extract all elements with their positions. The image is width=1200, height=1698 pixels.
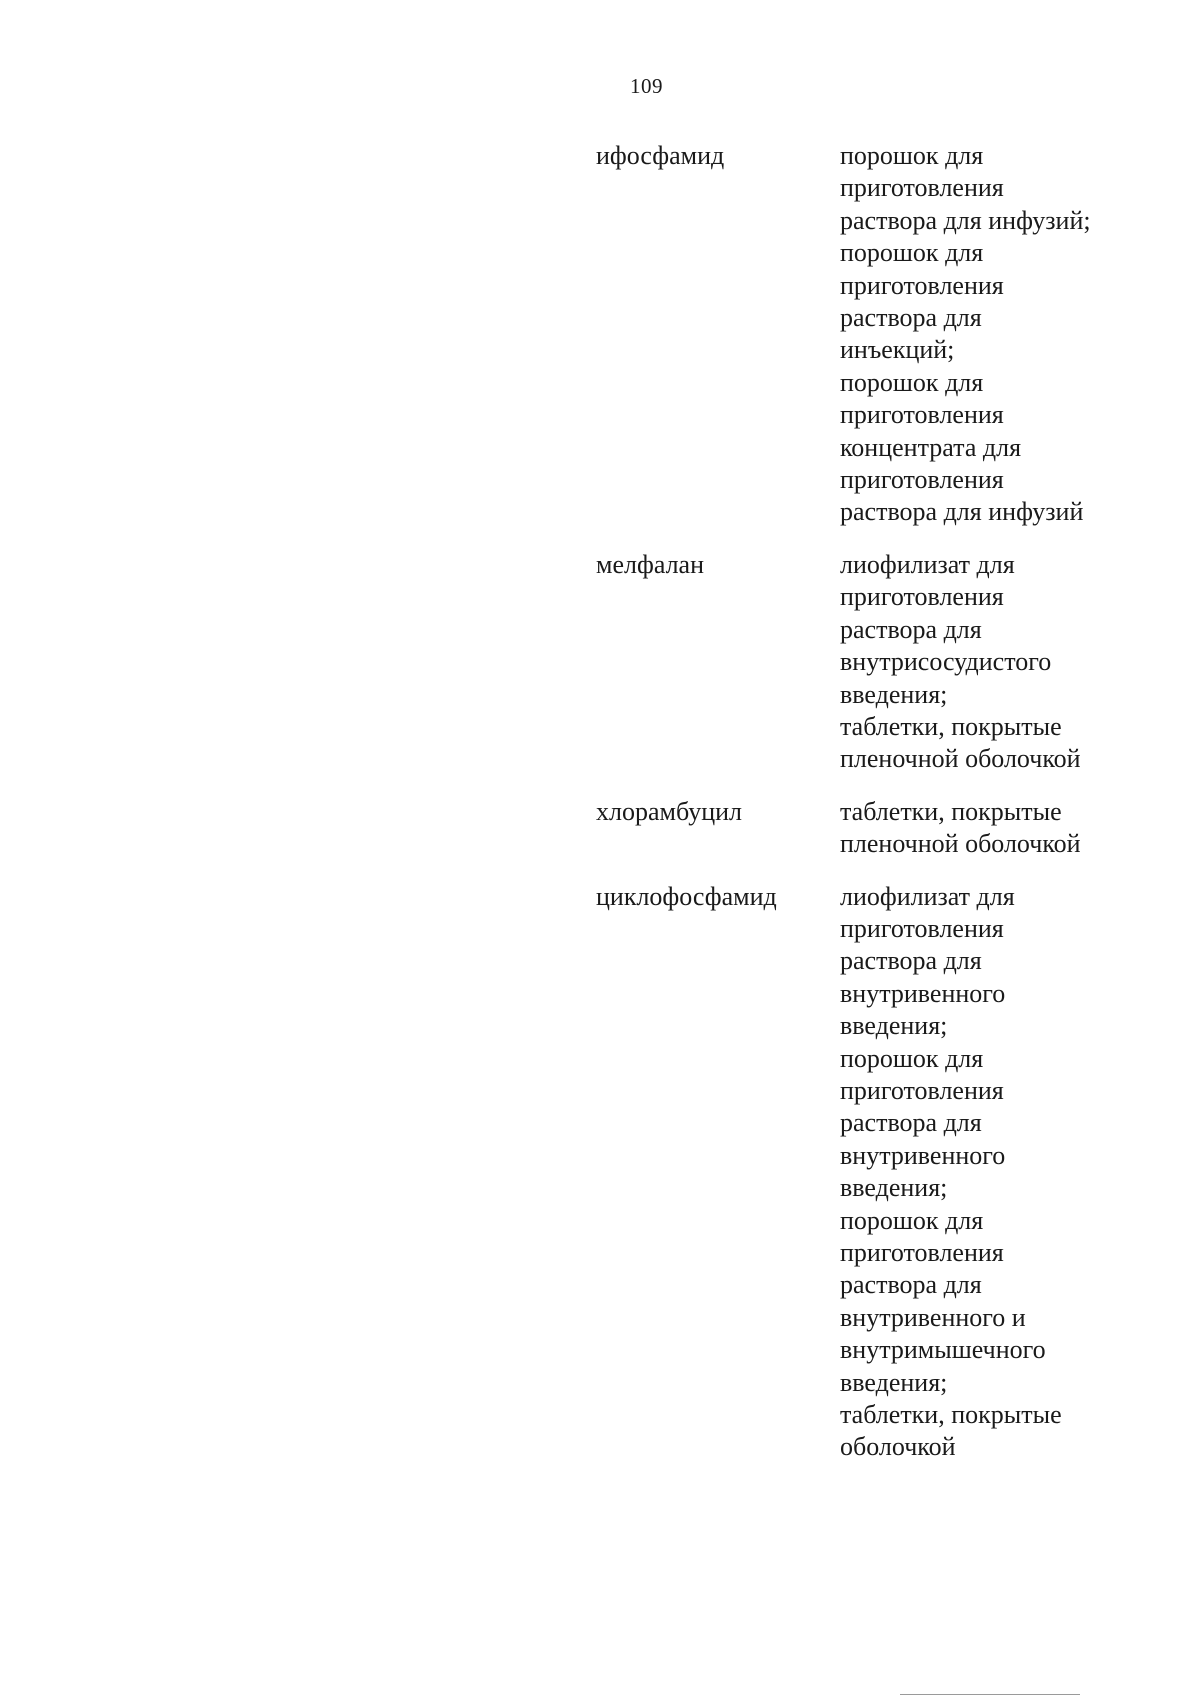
- dosage-form-line: введения;: [840, 1011, 948, 1041]
- dosage-form-line: внутривенного: [840, 978, 1006, 1008]
- dosage-forms: [840, 549, 1116, 776]
- dosage-form-line: приготовления: [840, 173, 1004, 203]
- drug-name: мелфалан: [596, 549, 705, 579]
- dosage-form-line: приготовления: [840, 1238, 1004, 1267]
- dosage-form-line: введения;: [840, 679, 948, 709]
- dosage-form-line: пленочной оболочкой: [840, 829, 1081, 859]
- dosage-form-line: порошок для: [840, 238, 984, 268]
- dosage-form-line: раствора для: [840, 946, 982, 976]
- dosage-form-line: приготовления: [840, 270, 1004, 300]
- dosage-form-line: приготовления: [840, 582, 1004, 612]
- dosage-form-line: приготовления: [840, 465, 1004, 495]
- drug-name: ифосфамид: [596, 141, 725, 170]
- dosage-form-line: порошок для: [840, 1043, 984, 1073]
- dosage-form-line: таблетки, покрытые: [840, 796, 1062, 826]
- dosage-form-line: лиофилизат для: [840, 549, 1015, 579]
- dosage-form-line: приготовления: [840, 1075, 1004, 1105]
- dosage-form-line: оболочкой: [840, 1432, 956, 1462]
- page-number: 109: [630, 74, 663, 98]
- dosage-form-line: лиофилизат для: [840, 881, 1015, 911]
- drug-list: [596, 140, 1116, 1484]
- dosage-form-line: раствора для: [840, 303, 982, 333]
- drug-entry-chlorambucil: [596, 796, 1116, 861]
- drug-entry-melphalan: [596, 549, 1116, 776]
- bottom-rule: [900, 1694, 1080, 1695]
- dosage-form-line: пленочной оболочкой: [840, 744, 1081, 774]
- drug-name: хлорамбуцил: [596, 796, 743, 826]
- dosage-form-line: раствора для инфузий: [840, 497, 1084, 527]
- dosage-form-line: введения;: [840, 1173, 948, 1203]
- dosage-form-line: внутрисосудистого: [840, 647, 1052, 677]
- dosage-form-line: порошок для: [840, 1205, 984, 1235]
- dosage-form-line: внутривенного и: [840, 1302, 1026, 1332]
- dosage-form-line: концентрата для: [840, 432, 1022, 462]
- dosage-forms: [840, 796, 1116, 861]
- dosage-form-line: порошок для: [840, 367, 984, 397]
- dosage-form-line: раствора для: [840, 1108, 982, 1138]
- dosage-form-line: таблетки, покрытые: [840, 711, 1062, 741]
- drug-name: циклофосфамид: [596, 881, 777, 911]
- dosage-form-line: приготовления: [840, 400, 1004, 430]
- dosage-form-line: раствора для инфузий;: [840, 205, 1091, 235]
- dosage-form-line: внутримышечного: [840, 1335, 1046, 1365]
- dosage-form-line: инъекций;: [840, 335, 955, 365]
- dosage-form-line: раствора для: [840, 614, 982, 644]
- dosage-form-line: введения;: [840, 1367, 948, 1397]
- drug-entry-cyclophosphamide: [596, 881, 1116, 1464]
- drug-entry-ifosfamide: [596, 140, 1116, 529]
- dosage-form-line: раствора для: [840, 1270, 982, 1300]
- dosage-form-line: приготовления: [840, 913, 1004, 943]
- dosage-form-line: таблетки, покрытые: [840, 1400, 1062, 1430]
- dosage-form-line: порошок для: [840, 141, 984, 170]
- dosage-form-line: внутривенного: [840, 1140, 1006, 1170]
- dosage-forms: [840, 881, 1116, 1464]
- dosage-forms: [840, 140, 1116, 529]
